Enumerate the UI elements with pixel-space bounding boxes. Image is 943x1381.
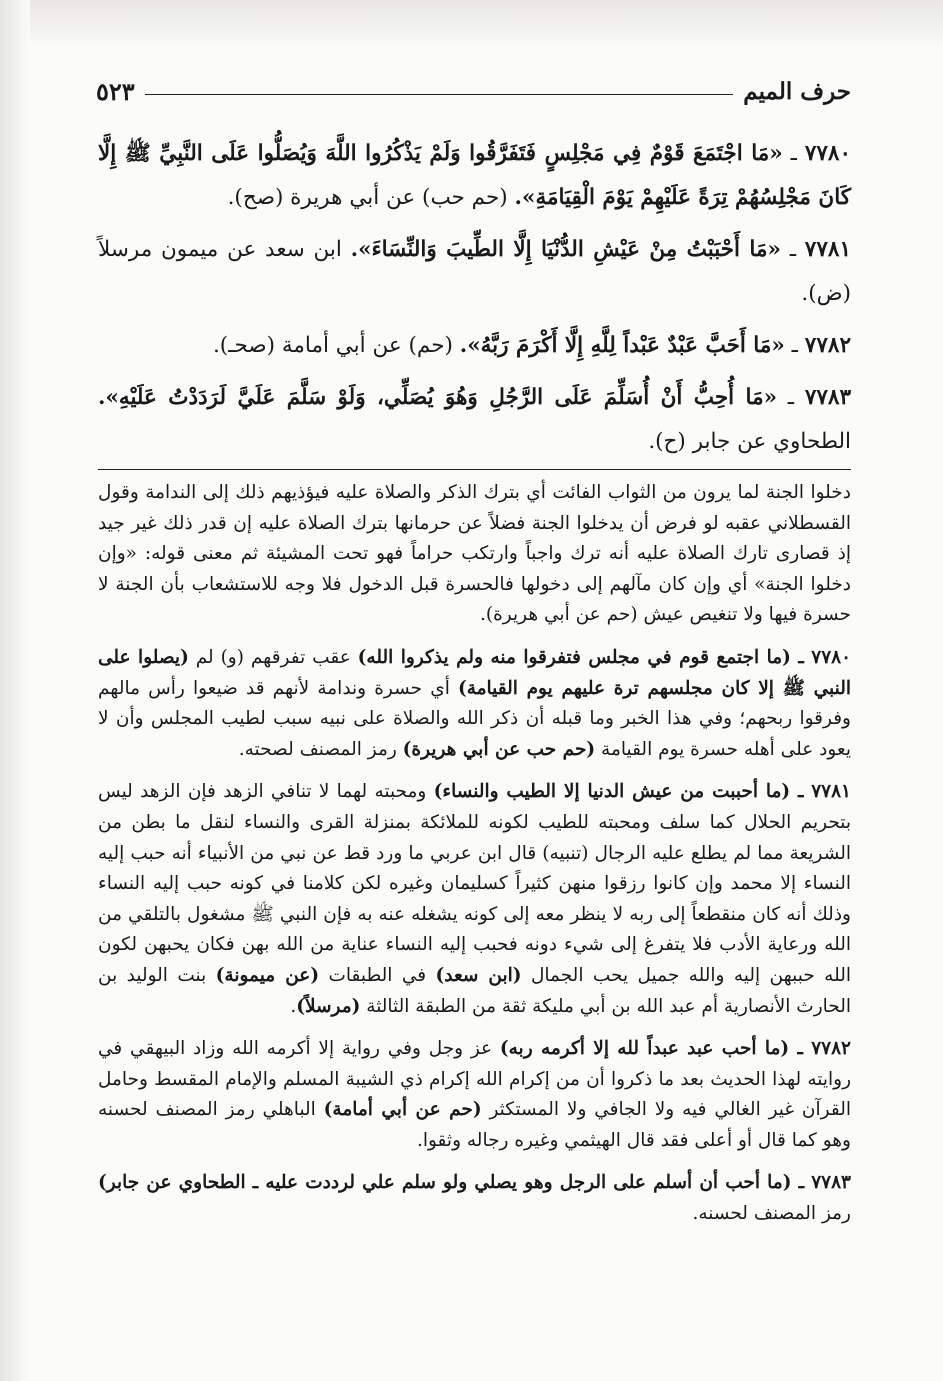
hadith-number: ٧٧٨٢ [804, 333, 851, 358]
commentary-text: رمز المصنف لصحته. [238, 738, 403, 760]
commentary-text: عز وجل وفي رواية إلا أكرمه الله وزاد البيهقي في روايته لهذا الحديث بعد ما ذكروا أن من إكرام الله إكرام ذي الشيبة المسلم والإمام المقسط وحامل القرآن غير الغالي فيه ولا الجافي ولا المستكثر [98, 1038, 851, 1121]
commentary-text: بنت الوليد بن الحارث الأنصارية أم عبد الله بن أبي مليكة ثقة من الطبقة الثالثة [98, 964, 851, 1017]
section-divider [98, 469, 851, 470]
hadith-source: الطحاوي عن جابر (ح). [648, 429, 851, 454]
commentary-text: الباهلي رمز المصنف لحسنه وهو كما قال أو أعلى فقد قال الهيثمي وغيره رجاله وثقوا. [98, 1099, 851, 1151]
page-number: ٥٢٣ [96, 76, 135, 106]
hadith-source: (حم حب) عن أبي هريرة (صح). [227, 185, 508, 210]
header-rule [145, 94, 734, 95]
hadith-entry-7782: ٧٧٨٢ ـ «مَا أَحَبَّ عَبْدٌ عَبْداً لِلَّهِ إِلَّا أَكْرَمَ رَبَّهُ». (حم) عن أبي أمامة (صحـ). [212, 333, 851, 358]
commentary-lead: ٧٧٨١ ـ (ما أحببت من عيش الدنيا إلا الطيب والنساء) [433, 781, 851, 803]
commentary-lead: ٧٧٨٢ ـ (ما أحب عبد عبداً لله إلا أكرمه ربه) [499, 1038, 851, 1060]
chapter-title: حرف الميم [743, 77, 851, 105]
hadith-entry-7783: ٧٧٨٣ ـ «مَا أُحِبُّ أَنْ أُسَلِّمَ عَلَى الرَّجُلِ وَهُوَ يُصَلِّي، وَلَوْ سَلَّمَ عَلَيَّ لَرَدَدْتُ عَلَيْهِ». الطحاوي عن جابر (ح). [98, 385, 852, 454]
hadith-text: «مَا اجْتَمَعَ قَوْمٌ فِي مَجْلِسٍ فَتَفَرَّقُوا وَلَمْ يَذْكُرُوا اللَّهَ وَيُصَلُّوا عَلَى النَّبِيِّ ﷺ إِلَّا كَانَ مَجْلِسُهُمْ تِرَةً عَلَيْهِمْ يَوْمَ الْقِيَامَةِ». [98, 141, 851, 210]
hadith-number: ٧٧٨٣ [804, 385, 852, 410]
hadith-entry-7781: ٧٧٨١ ـ «مَا أَحْبَبْتُ مِنْ عَيْشِ الدُّنْيَا إِلَّا الطِّيبَ وَالنِّسَاءَ». ابن سعد عن ميمون مرسلاً (ض). [98, 237, 851, 306]
hadith-number: ٧٧٨٠ [804, 141, 852, 166]
hadith-text: «مَا أَحَبَّ عَبْدٌ عَبْداً لِلَّهِ إِلَّا أَكْرَمَ رَبَّهُ». [459, 333, 785, 358]
commentary-source: (حم حب عن أبي هريرة) [402, 738, 596, 760]
scan-shadow-top [0, 0, 943, 50]
scan-shadow-left [0, 0, 30, 1381]
commentary-lead: ٧٧٨٠ ـ (ما اجتمع قوم في مجلس فتفرقوا منه ولم يذكروا الله) [357, 646, 852, 668]
commentary-intro: دخلوا الجنة لما يرون من الثواب الفائت أي بترك الذكر والصلاة عليه فيؤذيهم ذلك إلى الندامة وقول القسطلاني عقبه لو فرض أن يدخلوا الجنة فضلاً عن حرمانها بترك الصلاة عليه إن قدر ذلك غير جيد إذ قصارى تارك الصلاة عليه أنه ترك واجباً وارتكب حراماً فهو تحت المشيئة ثم معنى قوله: «وإن دخلوا الجنة» أي وإن كان مآلهم إلى دخولها فالحسرة قبل الدخول فلا وجه للاستشعاب بأن الجنة لا حسرة فيها ولا تنغيص عيش (حم عن أبي هريرة). [98, 482, 851, 626]
commentary-bold: (يصلوا على النبي ﷺ إلا كان مجلسهم ترة عليهم يوم القيامة) [98, 646, 851, 699]
hadith-text: «مَا أُحِبُّ أَنْ أُسَلِّمَ عَلَى الرَّجُلِ وَهُوَ يُصَلِّي، وَلَوْ سَلَّمَ عَلَيَّ لَرَدَدْتُ عَلَيْهِ». [98, 385, 778, 410]
hadith-source: ابن سعد عن ميمون مرسلاً (ض). [98, 237, 851, 306]
commentary-source: (ابن سعد) [435, 964, 522, 986]
commentary-text: رمز المصنف لحسنه. [692, 1203, 851, 1225]
commentary-7782 [98, 1034, 851, 1156]
commentary-lead: ٧٧٨٣ ـ (ما أحب أن أسلم على الرجل وهو يصلي ولو سلم علي لرددت عليه ـ الطحاوي عن جابر) [98, 1172, 851, 1194]
commentary-text: . [290, 995, 297, 1017]
commentary-7783 [98, 1168, 851, 1229]
hadith-source: (حم) عن أبي أمامة (صحـ). [212, 333, 453, 358]
commentary-source: (عن ميمونة) [215, 964, 320, 986]
commentary-text: عقب تفرقهم (و) لم [188, 646, 358, 668]
commentary-7781 [98, 777, 851, 1022]
commentary-source: (مرسلاً) [296, 995, 361, 1017]
hadith-text-section [98, 132, 851, 467]
commentary-7780 [98, 643, 851, 765]
commentary-text: أي حسرة وندامة لأنهم قد ضيعوا رأس مالهم وفرقوا ربحهم؛ وفي هذا الخبر وما قبله أن ذكر الله والصلاة على نبيه سبب لطيب المجلس وأن لا يعود على أهله حسرة يوم القيامة [98, 677, 851, 760]
commentary-section [98, 478, 851, 1338]
running-header [96, 74, 851, 108]
hadith-entry-7780: ٧٧٨٠ ـ «مَا اجْتَمَعَ قَوْمٌ فِي مَجْلِسٍ فَتَفَرَّقُوا وَلَمْ يَذْكُرُوا اللَّهَ وَيُصَلُّوا عَلَى النَّبِيِّ ﷺ إِلَّا كَانَ مَجْلِسُهُمْ تِرَةً عَلَيْهِمْ يَوْمَ الْقِيَامَةِ». (حم حب) عن أبي هريرة (صح). [98, 141, 852, 210]
commentary-text: ومحبته لهما لا تنافي الزهد فإن الزهد ليس بتحريم الحلال كما سلف ومحبته للطيب لكونه للملائكة بمنزلة القرى والنساء لنقل ما بطن من الشريعة مما لم يطلع عليه الرجال (تنبيه) قال ابن عربي ما ورد قط عن نبي من الأنبياء أنه حبب إليه النساء إلا محمد وإن كانوا رزقوا منهن كثيراً كسليمان وغيره لكن كلامنا في كونه حبب إليه النساء وذلك أنه كان منقطعاً إلى ربه لا ينظر معه إلى كونه يشغله عنه به فإن النبي ﷺ مشغول بالتلقي من الله ورعاية الأدب فلا يتفرغ إلى شيء دونه فحبب إليه النساء عناية من الله بهن فكان يحبهن لكون الله حببهن إليه والله جميل يحب الجمال [98, 781, 851, 986]
hadith-text: «مَا أَحْبَبْتُ مِنْ عَيْشِ الدُّنْيَا إِلَّا الطِّيبَ وَالنِّسَاءَ». [350, 237, 781, 262]
hadith-number: ٧٧٨١ [804, 237, 851, 262]
commentary-text: في الطبقات [319, 964, 436, 986]
commentary-source: (حم عن أبي أمامة) [323, 1099, 482, 1121]
